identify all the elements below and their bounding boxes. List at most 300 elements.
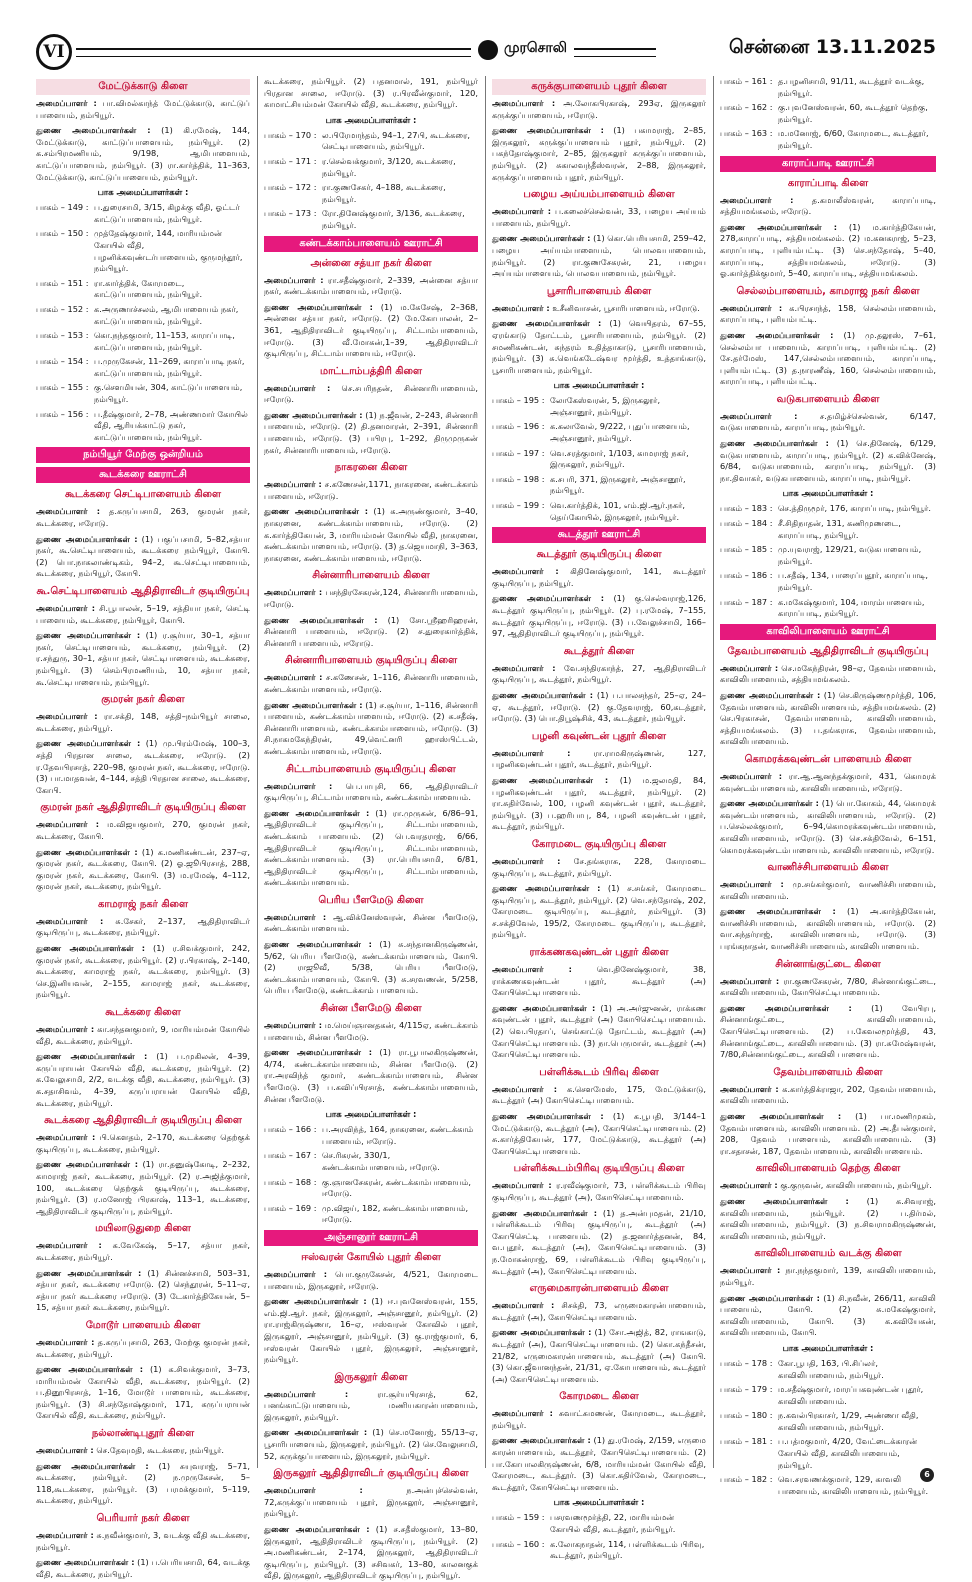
entry-label: அமைப்பாளர் : (492, 1408, 553, 1419)
entry-label: துணை அமைப்பாளர்கள் : (264, 699, 363, 710)
booth-row (36, 382, 250, 405)
entry-paragraph (36, 1240, 250, 1263)
entry-paragraph (264, 302, 478, 360)
branch-heading: பெரியார் நகர் கிளை (96, 1513, 190, 1525)
entry-text: (1) ரா.பூபாலகிருஷ்ணன், 4/74, கண்டக்காம்பாளையம், சின்ன பீளமேடு. (2) ரா.அரவிந்த் குமார், கண்டக்காம்பாளையம், சின்ன பீளமேடு. (3) ப.கவிப்பிரசாத், கண்டக்காம்பாளையம், சின்ன பீளமேடு. (264, 1047, 478, 1104)
entry-paragraph (264, 939, 478, 997)
booth-number: பாகம் – 153 : (36, 330, 89, 341)
entry-paragraph (492, 748, 706, 771)
branch-heading: சின்ன பீளமேடு கிளை (320, 1003, 422, 1015)
entry-paragraph (492, 1208, 706, 1278)
entry-paragraph (264, 479, 478, 502)
entry-text: ப.கலைச்செல்வன், 33, பழைய அய்யம் பாளையம், நம்பியூர். (492, 206, 706, 228)
entry-label: அமைப்பாளர் : (720, 975, 780, 986)
entry-text: ச.கணேசன்,1171, நாகரனை, கண்டக்காம் பாளையம், ஈரோடு. (264, 479, 478, 501)
entry-paragraph (264, 383, 478, 406)
booth-number: பாகம் – 154 : (36, 356, 89, 367)
entry-label: துணை அமைப்பாளர்கள் : (36, 533, 138, 544)
entry-text: (1) செ.கிருஷ்ணமூர்த்தி, 106, தேவம்பாளையம், காவிலிபாளையம், சத்தியமங்கலம். (2) செ.பிரகாசன், தேவம்பாளையம், காவிலிபாளையம், சத்தியமங்கலம். (3) ப.தங்கராசு, தேவம்பாளையம், காவிலிபாளையம். (720, 689, 936, 747)
booth-number: பாகம் – 178 : (720, 1357, 773, 1368)
entry-label: அமைப்பாளர் : (492, 1083, 558, 1094)
entry-paragraph (720, 411, 936, 434)
branch-heading: தேவம்பாளையம் ஆதிதிராவிடர் குடியிருப்பு (727, 645, 929, 657)
entry-label: துணை அமைப்பாளர்கள் : (36, 846, 138, 857)
entry-paragraph (264, 672, 478, 695)
entry-label: துணை அமைப்பாளர்கள் : (720, 1002, 852, 1013)
booth-number: பாகம் – 167 : (264, 1150, 317, 1161)
booth-row (720, 1474, 936, 1497)
booth-organizers-heading: பாக அமைப்பாளர்கள் : (782, 488, 874, 499)
branch-heading: காமராஜ் நகர் கிளை (97, 898, 189, 910)
entry-text: ச.கணேசன், 1–116, சின்னாரிபாளையம், கண்டக்காம்பாளையம், ஈரோடு. (264, 672, 478, 694)
entry-paragraph (492, 125, 706, 183)
entry-text: (1) ந.ஜீவன், 2–243, சின்னாரி பாளையம், ஈரோடு. (2) தி.தனமாரன், 2–391, சின்னாரி பாளையம், ஈரோடு. (3) பபிரபு, 1–292, திருமுருகன் நகர், சின்னாரிபாளையம், ஈரோடு. (264, 409, 478, 455)
entry-paragraph (36, 819, 250, 842)
booth-row (720, 597, 936, 620)
booth-row (720, 76, 936, 99)
entry-label: துணை அமைப்பாளர்கள் : (720, 798, 819, 809)
booth-organizer: மு.யுவராஜ், 129/21, வடுகபாளையம், நம்பியூர். (778, 544, 922, 566)
entry-text: (1) ரா.தனுஷ்கோடி, 2–232, காமராஜ் நகர், கூடக்கரை, நம்பியூர். (2) ர.அஜித்குமார், 100, கூடக்கரை தெற்குக் குடியிருப்பு, கூடக்கரை, நம்பியூர். (3) ர.மனோஜ் பிரகாஷ், 113–1, கூடக்கரை, ஆதிதிராவிடர் குடியிருப்பு, நம்பியூர். (36, 1159, 250, 1216)
booth-row (36, 409, 250, 444)
entry-label: அமைப்பாளர் : (36, 1024, 95, 1035)
entry-label: துணை அமைப்பாளர்கள் : (720, 1111, 842, 1121)
entry-label: துணை அமைப்பாளர்கள் : (36, 125, 151, 136)
entry-label: துணை அமைப்பாளர்கள் : (36, 1051, 148, 1062)
branch-heading: சின்னாங்குட்டை கிளை (775, 958, 881, 970)
masthead-rule-left (76, 48, 471, 57)
entry-paragraph (264, 587, 478, 610)
entry-text: (1) பா.மணிமுகம், தேவம்பாளையம், காவிலிபாளையம். (2) அ.தீபன்குமார், 208, தேவம் பாளையம், காவிலிபாளையம். (3) ரா.சதாசன், 187, தேவம்பாளையம், காவிலிபாளையம். (720, 1111, 937, 1156)
entry-text: (1) செ.மனோஜ், 55/13–ஏ, பூசாரிபாளையம், இருகலூர், நம்பியூர். (2) செ.வேலுசாமி, 52, கருக்குப்பாளையம், இருகலூர், நம்பியூர். (264, 1427, 478, 1461)
booth-organizer: செ.த்திருமூர், 176, காராப்பாடி, நம்பியூர். (778, 503, 932, 514)
entry-paragraph (264, 1427, 478, 1462)
entry-text: (1) வெயிதரம், 67–55, ஏரங்காடு தோட்டம், பூசாரிபாளையம், நம்பியூர். (2) சமணிகண்டன், சுந்தரம் உதித்தாகாடு, பூசாரிபாளையம், நம்பியூர். (3) சு.வெங்கடேஷ்வர மூர்த்தி, உத்தாங்காடு, பூசாரிபாளையம், நம்பியூர். (492, 318, 707, 375)
booth-organizers-heading: பாக அமைப்பாளர்கள் : (97, 187, 189, 198)
entry-text: (1) கு.செல்வராஜ்,126, கூடத்தூர் குடியிருப்பு, நம்பியூர். (2) பு.ரமேஷ், 7–155, கூடத்தூர் குடியிருப்பு, ஈரோடு. (3) ப.வேலுச்சாமி, 166–97, ஆதிதிராவிடர் குடியிருப்பு, நம்பியூர். (492, 593, 706, 639)
entry-text: ஆ.விக்னேஸ்வரன், சின்ன பீளமேடு, கண்டக்காம்பாளையம். (264, 911, 478, 934)
booth-organizer: த.பழனிசாமி, 91/11, கூடத்தூர் வடக்கு, நம்பியூர். (778, 76, 925, 98)
booth-organizer: வெ.சரத்குமார், 1/103, காமராஜ் நகர், இருகலூர், நம்பியூர். (550, 447, 689, 470)
branch-heading: பள்ளிக்கூடம் பிரிவு கிளை (539, 1066, 659, 1078)
entry-label: அமைப்பாளர் : (492, 855, 561, 866)
entry-label: துணை அமைப்பாளர்கள் : (492, 1111, 604, 1121)
branch-heading: கொமரக்கவுண்டன் பாளையம் கிளை (744, 753, 912, 765)
booth-number: பாகம் – 152 : (36, 303, 89, 314)
booth-organizer: செ.ரிகரன், 330/1, கண்டக்காம்பாளையம், ஈரோடு. (322, 1150, 440, 1172)
entry-paragraph (264, 275, 478, 298)
entry-paragraph (264, 1269, 478, 1292)
booth-number: பாகம் – 185 : (720, 544, 773, 555)
branch-heading: சின்னாரிபாளையம் கிளை (312, 570, 430, 582)
entry-text: கிதினேஷ்குமார், 141, கூடத்தூர் குடியிருப்பு, நம்பியூர். (492, 566, 706, 588)
booth-organizer: வெ.கார்த்திக், 101, எம்.ஜி.ஆர்.நகர், தெய்கோயில், இருகலூர், நம்பியூர். (550, 500, 686, 522)
entry-paragraph (36, 603, 250, 626)
booth-number: பாகம் – 168 : (264, 1176, 317, 1187)
entry-paragraph (492, 303, 706, 315)
entry-paragraph (264, 1296, 478, 1366)
entry-label: துணை அமைப்பாளர்கள் : (36, 1159, 139, 1170)
entry-paragraph (36, 1530, 250, 1553)
branch-heading: ராக்கணகவுண்டன் புதூர் கிளை (529, 947, 669, 959)
booth-row (492, 500, 706, 523)
entry-label: துணை அமைப்பாளர்கள் : (264, 301, 373, 312)
entry-text: சு.நவீன்குமார், 3, வடக்கு வீதி கூடக்கரை, நம்பியூர். (36, 1530, 250, 1552)
entry-label: துணை அமைப்பாளர்கள் : (492, 1327, 592, 1338)
branch-heading: கூ.செட்டிபாளையம் ஆதிதிராவிடர் குடியிருப்பு (36, 586, 250, 597)
entry-text: (1) த.அன்புமதன், 21/10, பள்ளிக்கூடம் பிரிவு குடியிருப்பு, கூடத்தூர் (அ) கோபிசெட்டி பாளையம். (2) த.ஜனார்த்தனன், 84, வ.புதூர், கூடத்தூர் (அ), கோபிசெட்டிபாளையம். (3) ந.மோகன்ராஜ், 69, பள்ளிக்கூடம் பிரிவு குடியிருப்பு, கூடத்தூர் (அ), கோபிசெட்டிபாளையம். (492, 1207, 706, 1276)
entry-text: ரா.ராமகிருஷ்ணன், 127, பழனிகவுண்டன் புதூர், கூடத்தூர், நம்பியூர். (492, 747, 706, 770)
entry-paragraph (36, 1132, 250, 1155)
masthead (36, 34, 936, 68)
entry-paragraph (264, 1389, 478, 1424)
booth-row (720, 1436, 936, 1471)
booth-number: பாகம் – 151 : (36, 277, 89, 288)
booth-row (36, 202, 250, 225)
branch-heading: பள்ளிக்கூடம்பிரிவு குடியிருப்பு கிளை (513, 1163, 685, 1175)
entry-label: அமைப்பாளர் : (264, 479, 322, 490)
paper-logo (478, 38, 566, 64)
booth-organizer: ப.பத்மகுமார், 4/20, வேட்டைக்காரன் கோயில் வீதி, காவிலிபாளையம், நம்பியூர். (778, 1436, 918, 1470)
booth-row (264, 130, 478, 153)
entry-label: துணை அமைப்பாளர்கள் : (36, 1267, 142, 1278)
entry-label: துணை அமைப்பாளர்கள் : (264, 1427, 368, 1438)
booth-organizer: வெ.சரவணக்குமார், 129, காவலி பாளையம், காவிலிபாளையம், நம்பியூர். (778, 1474, 929, 1496)
booth-number: பாகம் – 196 : (492, 421, 545, 432)
entry-label: அமைப்பாளர் : (264, 780, 333, 791)
entry-text: (1) கி.ரமேஷ், 144, மேட்டுக்காடு, காட்டுப்பாளையம், நம்பியூர். (2) க.சம்பிரமணியம், 9/198, ஆமிபாளையம், காட்டுப்பாளையம், நம்பியூர். (3) ரா.கார்த்திக், 11–363, மேட்டுக்காடு, காட்டுப்பாளையம், நம்பியூர். (36, 125, 250, 182)
branch-heading: கூடக்கரை செட்டிபாளையம் கிளை (64, 489, 222, 501)
entry-label: துணை அமைப்பாளர்கள் : (264, 506, 368, 517)
entry-text: (1) வேபிரபு, சின்னாங்குட்டை, காவிலிபாளையம், கோபிசெட்டிபாளையம். (2) ப.கேவலமூர்த்தி, 43, சின்னாங்குட்டை, காவிலிபாளையம். (3) ரா.சுமேஷ்வரன், 7/80,சின்னாங்குட்டை, காவிலி பாளையம். (720, 1002, 936, 1060)
booth-organizer: ப.தீஷ்குமார், 2–78, அண்ணமார் கோயில் வீதி, ஆரியக்காட்டு நகர், காட்டுப்பாளையம், நம்பியூர். (94, 408, 248, 442)
entry-label: துணை அமைப்பாளர்கள் : (264, 807, 370, 818)
entry-text: (1) து.ரமேஷ், 2/159, எருமை காரன்பாளையம், கூடத்தூர், கோபிசெட்டிபாளையம். (2) பா.கோபாலகிருஷ்ணன், 6/8, மாரியம்மன் கோயில் வீதி, கோரமடை, கூடத்தூர். (3) கொ.கதிர்வேல், கோரமடை, கூடத்தூர், கோபிசெட்டிபாளையம். (492, 1435, 706, 1492)
entry-paragraph (36, 506, 250, 529)
entry-text: (1) ச.சூர்யா, 1–116, சின்னாரி பாளையம், கண்டக்காம்பாளையம், ஈரோடு. (2) க.சதீஷ், சின்னாரிபாளையம், கண்டக்காம்பாளையம், ஈரோடு. (3) சி.நாகமகேந்திரன், 49,வெட்னரி ஹாஸ்பிட்டல், கண்டக்காம்பாளையம், ஈரோடு. (264, 699, 478, 756)
booth-row (492, 395, 706, 418)
booth-row (264, 1124, 478, 1147)
entry-paragraph (36, 630, 250, 688)
booth-row (264, 1203, 478, 1226)
entry-paragraph (492, 856, 706, 879)
entry-label: அமைப்பாளர் : (720, 302, 783, 313)
booth-organizers-heading: பாக அமைப்பாளர்கள் : (553, 380, 645, 391)
entry-paragraph (264, 781, 478, 804)
entry-paragraph (36, 1557, 250, 1580)
entry-text: (1) பகுப்பசாமி, 5–82,சத்யா நகர், கூ.செட்டிபாளையம், கூடக்கரை நம்பியூர், கோபி. (2) பொ.நாகலாண்டிகம், 94–2, கூ.செட்டிபாளையம், கூடக்கரை, நம்பியூர், கோபி. (36, 533, 250, 579)
entry-label: அமைப்பாளர் : (36, 711, 98, 722)
entry-text: கு.குருவன், காவிலிபாளையம், நம்பியூர். (780, 1180, 932, 1191)
entry-label: துணை அமைப்பாளர்கள் : (264, 1524, 370, 1535)
branch-heading: மோடூர் பாளையம் கிளை (85, 1319, 201, 1331)
entry-paragraph (720, 303, 936, 326)
branch-heading: பழனி கவுண்டன் புதூர் கிளை (531, 730, 667, 742)
entry-text: நா.நந்தகுமார், 139, காவிலிபாளையம், நம்பியூர். (720, 1265, 936, 1287)
booth-number: பாகம் – 195 : (492, 395, 545, 406)
branch-heading: வாணிச்சிபாளையம் கிளை (767, 862, 889, 874)
entry-text: (1) மு.பிரம்மேஷ், 100–3, சத்தி பிரதான சாலை, கூடக்கரை, ஈரோடு. (2) ர.தேவபிரசாத், 220–98, குமரன் நகர், கூடக்கரை, ஈரோடு. (3) பா.மாதவன், 4–144, சத்தி பிரதான சாலை, கூடக்கரை, கோபி. (36, 738, 250, 795)
entry-text: (1) பொ.கோகம், 44, கொமரக் கவுண்டம்பாளையம், காவிலிபாளையம், ஈரோடு. (2) ப.செல்லக்குமார், 6–94,கொமரக்கவுண்டம்பாளையம், காவிலிபாளையம், ஈரோடு. (3) செ.சக்திவேல், 6–151, கொமரக்கவுண்டம்பாளையம், காவிலிபாளையம், ஈரோடு. (720, 798, 936, 855)
entry-paragraph (36, 1461, 250, 1507)
branch-heading: இருகலூர் கிளை (334, 1371, 408, 1383)
entry-label: துணை அமைப்பாளர்கள் : (264, 409, 363, 420)
entry-paragraph (492, 1327, 706, 1385)
column-divider (713, 76, 714, 1468)
booth-number: பாகம் – 171 : (264, 155, 317, 166)
booth-row (36, 278, 250, 301)
entry-paragraph (492, 1111, 706, 1157)
booth-row (492, 421, 706, 444)
branch-heading: வடுகபாளையம் கிளை (776, 393, 880, 405)
booth-number: பாகம் – 184 : (720, 518, 773, 529)
entry-text: (1) சின்னச்சாமி, 503–31, சத்யா நகர், கூடக்கரை ஈரோடு. (2) செந்தூரன், 5–11–ஏ, சத்யா நகர் கூடக்கரை ஈரோடு. (3) டேகார்த்திகேயன், 5–15, சத்யா நகர் கூடக்கரை, நம்பியூர். (36, 1267, 250, 1313)
column-1 (36, 76, 251, 1579)
booth-number: பாகம் – 187 : (720, 596, 773, 607)
entry-text: க.சௌமேஸ், 175, மேட்டுக்காடு, கூடத்தூர் (அ) கோபிசெட்டிபாளையம். (492, 1083, 706, 1106)
booth-number: பாகம் – 163 : (720, 128, 773, 139)
entry-paragraph (720, 1003, 936, 1061)
entry-label: துணை அமைப்பாளர்கள் : (720, 906, 836, 917)
entry-paragraph (36, 1024, 250, 1047)
booth-organizer: சீ.சிதிநாதன், 131, கணிமுணடை, காராப்பாடி, நம்பியூர். (778, 518, 901, 540)
rising-sun-icon (478, 40, 498, 60)
entry-text: வெ.தினேஷ்குமார், 38, ராக்கணகவுண்டன் புதூர், கூடத்தூர் (அ) கோபிசெட்டிபாளையம். (492, 964, 706, 998)
branch-heading: செல்லம்பாளையம், காமராஜ நகர் கிளை (736, 285, 920, 297)
branch-heading: கூடக்கரை ஆதிதிராவிடர் குடியிருப்பு கிளை (44, 1115, 242, 1127)
entry-label: துணை அமைப்பாளர்கள் : (492, 125, 604, 136)
entry-paragraph (36, 1364, 250, 1422)
entry-text: ர.ரவீஷ்குமார், 73, பள்ளிக்கூடம் பிரிவு குடியிருப்பு, கூடத்தூர் (அ), கோபிசெட்டிபாளையம். (492, 1180, 706, 1202)
entry-text: (1) ஈ.புவனேஸ்வரன், 155, எம்.ஜி.ஆர். நகர், இருகலூர், அஞ்சானூர், நம்பியூர். (2) ரா.ராஜ்கிருஷ்ணா, 16–ஏ, ஈஸ்வரன் கோவில் புதூர், இருகலூர், அஞ்சானூர், நம்பியூர். (3) கு.ராஜ்குமார், 6, ஈஸ்வரன் கோயில் புதூர், இருகலூர், அஞ்சானூர், நம்பியூர். (264, 1296, 479, 1365)
panchayat-heading: கண்டக்காம்பாளையம் ஊராட்சி (264, 236, 478, 252)
entry-paragraph (36, 1051, 250, 1109)
entry-text: (1) அ.கார்த்திகேயன், வாணிச்சிபாளையம், காவிலிபாளையம், ஈரோடு. (2) வா.சுந்தர்ராஜ், காவிலிபாளையம், ஈரோடு. (3) பரங்கநாதன், வாணிச்சிபாளையம், காவிலிபாளையம். (720, 906, 936, 952)
entry-paragraph (720, 1180, 936, 1192)
entry-paragraph (492, 663, 706, 686)
booth-organizer: முத்தேஷ்குமார், 144, மாரியம்மன் கோயில் வீதி, பழனிக்கவுண்டர்பாளையம், குருமந்தூர், நம்பியூர். (94, 228, 243, 274)
entry-text: (1) க.மணிகண்டன், 237–ஏ, குமரன் நகர், கூடக்கரை, கோபி. (2) ஓ.ஜூபிரசாத், 288, குமரன் நகர், கூடக்கரை, கோபி. (3) ம.ரமேஷ், 4–112, குமரன் நகர், கூடக்கரை, நம்பியூர். (36, 846, 250, 892)
booth-organizer: ப.துரைசாமி, 3/15, கிழக்கு வீதி, ஓட்டர் காட்டுப்பாளையம், நம்பியூர். (94, 202, 240, 224)
entry-text: (1) அ.அர்ஜுனன், ராக்கண கவுண்டன் புதூர், கூடத்தூர் (அ) கோபிசெட்டிபாளையம். (2) வெ.பிரதாப், செங்காட்டு தோட்டம், கூடத்தூர் (அ) கோபிசெட்டிபாளையம். (3) நா.பெருமாள், கூடத்தூர் (அ) கோபிசெட்டிபாளையம். (492, 1002, 706, 1060)
entry-text: (1) ரா.முருகன், 6/86–91, ஆதிதிராவிடர் குடியிருப்பு, சிட்டாம்பாளையம், கண்டக்காம் பாளையம். (2) பெ.வரதராஜ், 6/66, ஆதிதிராவிடர் குடியிருப்பு, சிட்டாம்பாளையம், கண்டக்காம்பாளையம். (3) ரா.பெரியசாமி, 6/81, ஆதிதிராவிடர் குடியிருப்பு, சிட்டாம்பாளையம், கண்டக்காம்பாளையம். (264, 807, 478, 888)
entry-label: அமைப்பாளர் : (36, 603, 96, 613)
booth-organizer: பசரவணமூர்த்தி, 22, மாரியம்மன் கோயில் வீதி, கூடத்தூர், நம்பியூர். (550, 1512, 676, 1535)
branch-heading: கூடக்கரை கிளை (105, 1007, 181, 1019)
booth-number: பாகம் – 199 : (492, 500, 545, 511)
entry-label: அமைப்பாளர் : (264, 1020, 322, 1031)
booth-number: பாகம் – 150 : (36, 228, 89, 239)
entry-text: (1) சோ.ஸ்ரீஹரிஹரன், சின்னாரி பாளையம், ஈரோடு. (2) ச.துரைகார்த்திக், சின்னாரி பாளையம், ஈரோடு. (264, 614, 479, 648)
entry-paragraph (492, 1003, 706, 1061)
booth-organizer: ந.கவல்பிரகாசர், 1/29, அண்ணா வீதி, காவிலிபாளையம், நம்பியூர். (778, 1410, 919, 1432)
entry-text: சு.சேகர், 2–137, ஆதிதிராவிடர் குடியிருப்பு, கூடக்கரை, நம்பியூர். (36, 915, 250, 938)
entry-paragraph (492, 1180, 706, 1203)
entry-paragraph (36, 125, 250, 183)
masthead-rule-right (574, 48, 656, 57)
booth-number: பாகம் – 160 : (492, 1538, 545, 1549)
entry-text: (1) க.சிவராஜ், காவிலிபாளையம், நம்பியூர். (2) ப.திர்மல், காவிலிபாளையம், நம்பியூர். (3) ந.சிவராமகிருஷ்ணன், காவிலிபாளையம், நம்பியூர். (720, 1195, 936, 1241)
entry-label: துணை அமைப்பாளர்கள் : (36, 1460, 149, 1471)
booth-number: பாகம் – 180 : (720, 1410, 773, 1421)
booth-row (264, 156, 478, 179)
booth-organizer: ம.சதீஷ்குமார், மாரப்பகவுண்டன் புதூர், காவிலிபாளையம். (778, 1384, 924, 1406)
entry-text: (1) பகாமராஜ், 2–85, இருகலூர், கருக்குப்பாளையம் புதூர், நம்பியூர். (2) பகந்தோஷ்குமார், 2–85, இருகலூர் கருக்குப்பாளையம், நம்பியூர். (2) சுகாலவந்தீஸ்வரன், 2–88, இருகலூர், கருக்குப்பாளையம் புதூர், நம்பியூர். (492, 125, 706, 182)
entry-text: சே.தங்கராசு, 228, கோரமடை குடியிருப்பு, கூடத்தூர், நம்பியூர். (492, 855, 706, 878)
entry-paragraph (36, 98, 250, 121)
entry-text: மு.சங்கர்குமார், வாணிச்சிபாளையம், காவிலிபாளையம். (720, 879, 936, 901)
branch-heading: அன்னை சத்யா நகர் கிளை (310, 257, 432, 269)
entry-label: துணை அமைப்பாளர்கள் : (492, 233, 591, 244)
entry-label: அமைப்பாளர் : (720, 770, 782, 781)
entry-paragraph (492, 690, 706, 725)
entry-text: ரா.குணசேகரன், 7/80, சின்னாங்குட்டை, காவிலிபாளையம், கோபிசெட்டிபாளையம். (720, 975, 936, 998)
entry-paragraph (720, 690, 936, 748)
booth-organizer: ரா.குணசேகர், 4–188, கூடக்கரை, நம்பியூர். (322, 182, 446, 204)
branch-heading: கருக்குபாளையம் புதூர் கிளை (492, 79, 706, 95)
column-3 (492, 76, 707, 1561)
entry-paragraph (720, 1111, 936, 1157)
entry-paragraph (36, 738, 250, 796)
entry-label: துணை அமைப்பாளர்கள் : (36, 1557, 135, 1568)
entry-text: பி.கௌதம், 2–170, கூடக்கரை தெற்குக் குடியிருப்பு, கூடக்கரை, நம்பியூர். (36, 1132, 250, 1154)
entry-text: (1) க.சிவக்குமார், 3–73, மாரியம்மன் கோயில் வீதி, கூடக்கரை, நம்பியூர். (2) ப.தினூபிரசாத், 1–16, மோடூர் பாளையம், கூடக்கரை, நம்பியூர். (3) சி.சந்தோஷ்குமார், 171, கருப்பராயன் கோயில் வீதி, கூடக்கரை, நம்பியூர். (36, 1364, 250, 1421)
entry-label: துணை அமைப்பாளர்கள் : (264, 939, 372, 950)
branch-heading: ஈஸ்வரன் கோயில் புதூர் கிளை (301, 1251, 441, 1263)
entry-text: பெ.பாபுசி, 66, ஆதிதிராவிடர் குடியிருப்பு, சிட்டாம்பாளையம், கண்டக்காம்பாளையம். (264, 780, 478, 803)
entry-paragraph (264, 700, 478, 758)
column-2 (264, 76, 479, 1581)
entry-paragraph (36, 916, 250, 939)
entry-text: க.பிரசாந்த், 158, செல்லம்பாளையம், காராப்பாடி, புளியம்பட்டி. (720, 302, 936, 325)
booth-row (36, 304, 250, 327)
entry-text: (1) ர.சிவக்குமார், 242, குமரன் நகர், கூடக்கரை, நம்பியூர். (2) ர.பிரகாஷ், 2–140, கூடக்கரை, காமராஜ் நகர், கூடக்கரை, நம்பியூர். (3) செ.இனியவன், 2–155, காமராஜ் நகர், கூடக்கரை, நம்பியூர். (36, 943, 251, 1000)
entry-paragraph (492, 1408, 706, 1431)
booth-number: பாகம் – 197 : (492, 447, 545, 458)
entry-text: பொ.குருகேசன், 4/521, கோரமடை பாளையம், இருகலூர், ஈரோடு. (264, 1268, 478, 1291)
footer-page-number: 6 (920, 1468, 934, 1482)
branch-heading: இருகலூர் ஆதிதிராவிடர் குடியிருப்பு கிளை (273, 1468, 469, 1480)
entry-text: (1) மு.தலூஸ், 7–61, செல்லம்பா பாளையம், காராப்பாடி, புளியம்பட்டி. (2) சே.தர்மேஸ், 147,செல்லம்பாளையம், காராப்பாடி, புளியம்பட்டி. (3) த.நாரணீஷ், 160, செல்லம்பாளையம், காராப்பாடி, புளியம்பட்டி. (720, 329, 936, 387)
entry-label: துணை அமைப்பாளர்கள் : (264, 1047, 372, 1058)
entry-paragraph (492, 964, 706, 999)
booth-organizer: க.கலாவேல், 9/222, புதுப்பாளையம், அஞ்சானூர், நம்பியூர். (550, 421, 690, 444)
booth-row (264, 1150, 478, 1173)
column-4 (720, 76, 937, 1496)
booth-row (720, 1410, 936, 1433)
entry-label: துணை அமைப்பாளர்கள் : (492, 689, 593, 700)
entry-text: சுவாட்சுமணன், கோரமடை, கூடத்தூர், நம்பியூர். (492, 1408, 706, 1430)
entry-paragraph (264, 1524, 478, 1582)
entry-text: ரா.சக்தி, 148, சத்தி–நம்பியூர் சாலை, கூடக்கரை, நம்பியூர். (36, 711, 250, 733)
entry-label: துணை அமைப்பாளர்கள் : (36, 943, 146, 954)
entry-text: (1) ப.பாலசந்தர், 25–ஏ, 24–ஏ, கூடத்தூர், ஈரோடு. (2) கு.தேவராஜ், 60,கடத்தூர், ஈரோடு. (3) பொ.திபூஷ்சிக், 43, கூடத்தூர், நம்பியூர். (492, 689, 706, 724)
booth-number: பாகம் – 166 : (264, 1124, 317, 1135)
entry-paragraph (492, 233, 706, 279)
branch-heading: கூடத்தூர் கிளை (563, 645, 635, 657)
booth-row (720, 518, 936, 541)
booth-organizer: ரோ.தினேஷ்குமார், 3/136, கூடக்கரை, நம்பியூர். (322, 208, 465, 230)
entry-text: த.கருப்புசாமி, 263, மேற்கு குமரன் நகர், கூடக்கரை, நம்பியூர். (36, 1336, 250, 1359)
entry-label: அமைப்பாளர் : (264, 911, 327, 922)
entry-text: (1) சுயுவராஜ், 5–71, கூடக்கரை, நம்பியூர். (2) ந.முருகேசன், 5–118,கூடக்கரை, நம்பியூர். (3) பரமக்குமார், 5–119, கூடக்கரை, நம்பியூர். (36, 1460, 251, 1506)
booth-number: பாகம் – 161 : (720, 76, 773, 86)
booth-row (36, 228, 250, 274)
entry-text: (1) ர.சூர்யா, 30–1, சத்யா நகர், செட்டிபாளையம், கூடக்கரை, நம்பியூர். (2) ர.சந்துரு, 30–1, சத்யா நகர், செட்டிபாளையம், கூடக்கரை, நம்பியூர். (3) செம்பிரமணியம், 10, சத்யா நகர், கூ.செட்டிபாளையம், நம்பியூர். (36, 630, 250, 687)
entry-label: அமைப்பாளர் : (720, 879, 784, 890)
entry-label: துணை அமைப்பாளர்கள் : (720, 689, 821, 700)
entry-text: (1) ம.கேசேஷ், 2–368, அன்னை சத்யா நகர், ஈரோடு. (2) மே.கோபாலன், 2–361, ஆதிதிராவிடர் குடியிருப்பு, சிட்டாம்பாளையம், ஈரோடு. (3) வீ.மோகன்,1–39, ஆதிதிராவிடர் குடியிருப்பு, சிட்டாம்பாளையம், ஈரோடு. (264, 301, 478, 359)
entry-label: அமைப்பாளர் : (720, 1083, 779, 1094)
entry-paragraph (720, 798, 936, 856)
booth-row (492, 1539, 706, 1562)
entry-text: பசந்திரசேகரன்,124, சின்னாரிபாளையம், ஈரோடு. (264, 587, 478, 609)
panchayat-heading: கூடத்தூர் ஊராட்சி (492, 527, 706, 543)
entry-label: அமைப்பாளர் : (492, 964, 572, 975)
entry-paragraph (264, 410, 478, 456)
booth-organizer: லோகேஸ்வரன், 5, இருகலூர், அஞ்சானூர், நம்பியூர். (550, 395, 661, 417)
entry-paragraph (720, 222, 936, 280)
entry-paragraph (36, 1159, 250, 1217)
entry-paragraph (492, 1300, 706, 1323)
panchayat-heading: காவிலிபாளையம் ஊராட்சி (720, 624, 936, 640)
booth-number: பாகம் – 149 : (36, 202, 89, 213)
booth-organizer: க.சபரி, 371, இருகலூர், அஞ்சானூர், நம்பியூர். (550, 473, 686, 496)
booth-number: பாகம் – 162 : (720, 102, 773, 113)
entry-label: அமைப்பாளர் : (264, 1485, 363, 1496)
entry-text: ம.விஜயகுமார், 270, குமரன் நகர், கூடக்கரை, கோபி. (36, 819, 250, 841)
entry-label: துணை அமைப்பாளர்கள் : (492, 593, 605, 604)
branch-heading: கோரமடை கிளை (559, 1391, 639, 1403)
entry-text: (1) ம.ஜலமதி, 84, பழனிகவுண்டன் புதூர், கூடத்தூர், நம்பியூர். (2) ரா.சுதிர்வேல், 100, பழனி கவுண்டன் புதூர், கூடத்தூர், நம்பியூர். (3) ப.ஹரிபாபு, 84, பழனி கவுண்டன் புதூர், கூடத்தூர், நம்பியூர். (492, 774, 706, 832)
entry-paragraph (492, 98, 706, 121)
entry-paragraph (36, 1445, 250, 1457)
entry-label: துணை அமைப்பாளர்கள் : (492, 1002, 596, 1013)
booth-organizer: ல.பிரேமாந்தம், 94–1, 27பி, கூடக்கரை, செட்டிபாளையம், நம்பியூர். (322, 129, 470, 152)
booth-row (36, 356, 250, 379)
branch-heading: நாகரனை கிளை (334, 462, 408, 474)
entry-paragraph (492, 775, 706, 833)
entry-paragraph (264, 1485, 478, 1520)
branch-heading: காவிலிபாளையம் வடக்கு கிளை (754, 1248, 902, 1260)
booth-number: பாகம் – 181 : (720, 1436, 773, 1447)
branch-heading: காவிலிபாளையம் தெற்கு கிளை (755, 1163, 901, 1175)
booth-organizer: ப.சதீஷ், 134, பாரைப்புதூர், காராப்பாடி, நம்பியூர். (778, 570, 929, 592)
booth-organizer: ம.மனோஜ், 6/60, கோரமடை, கூடத்தூர், நம்பியூர். (778, 128, 929, 150)
entry-text: வே.சந்திரகாந்த், 27, ஆதிதிராவிடர் குடியிருப்பு, கூடத்தூர், நம்பியூர். (492, 662, 706, 685)
booth-number: பாகம் – 159 : (492, 1512, 545, 1523)
branch-heading: குமரன் நகர் கிளை (101, 694, 185, 706)
branch-heading: குமரன் நகர் ஆதிதிராவிடர் குடியிருப்பு கிளை (40, 802, 246, 814)
booth-row (720, 102, 936, 125)
column-divider (485, 76, 486, 1468)
entry-text: (1) ப.பெரியசாமி, 64, வடக்கு வீதி, கூடக்கரை, நம்பியூர். (36, 1557, 250, 1579)
entry-paragraph (720, 879, 936, 902)
entry-text: ச.தமிழ்ச்செல்வன், 6/147, வடுகபாளையம், காராப்பாடி, நம்பியூர். (720, 410, 936, 433)
entry-text: அ.லோகபிரகாஷ், 293ஏ, இருகலூர் கருக்குப்பாளையம், ஈரோடு. (492, 98, 706, 120)
booth-number: பாகம் – 173 : (264, 208, 317, 219)
entry-label: அமைப்பாளர் : (36, 98, 97, 108)
entry-label: அமைப்பாளர் : (720, 194, 794, 205)
booth-row (720, 1358, 936, 1381)
booth-number: பாகம் – 155 : (36, 382, 89, 393)
entry-text: சிசக்தி, 73, எருமைகாரன்பாளையம், கூடத்தூர் (அ), கோபிசெட்டிபாளையம். (492, 1300, 706, 1322)
entry-label: அமைப்பாளர் : (492, 98, 556, 108)
entry-paragraph (492, 566, 706, 589)
entry-label: அமைப்பாளர் : (264, 672, 323, 683)
entry-label: துணை அமைப்பாளர்கள் : (720, 438, 829, 449)
entry-label: துணை அமைப்பாளர்கள் : (720, 329, 834, 340)
